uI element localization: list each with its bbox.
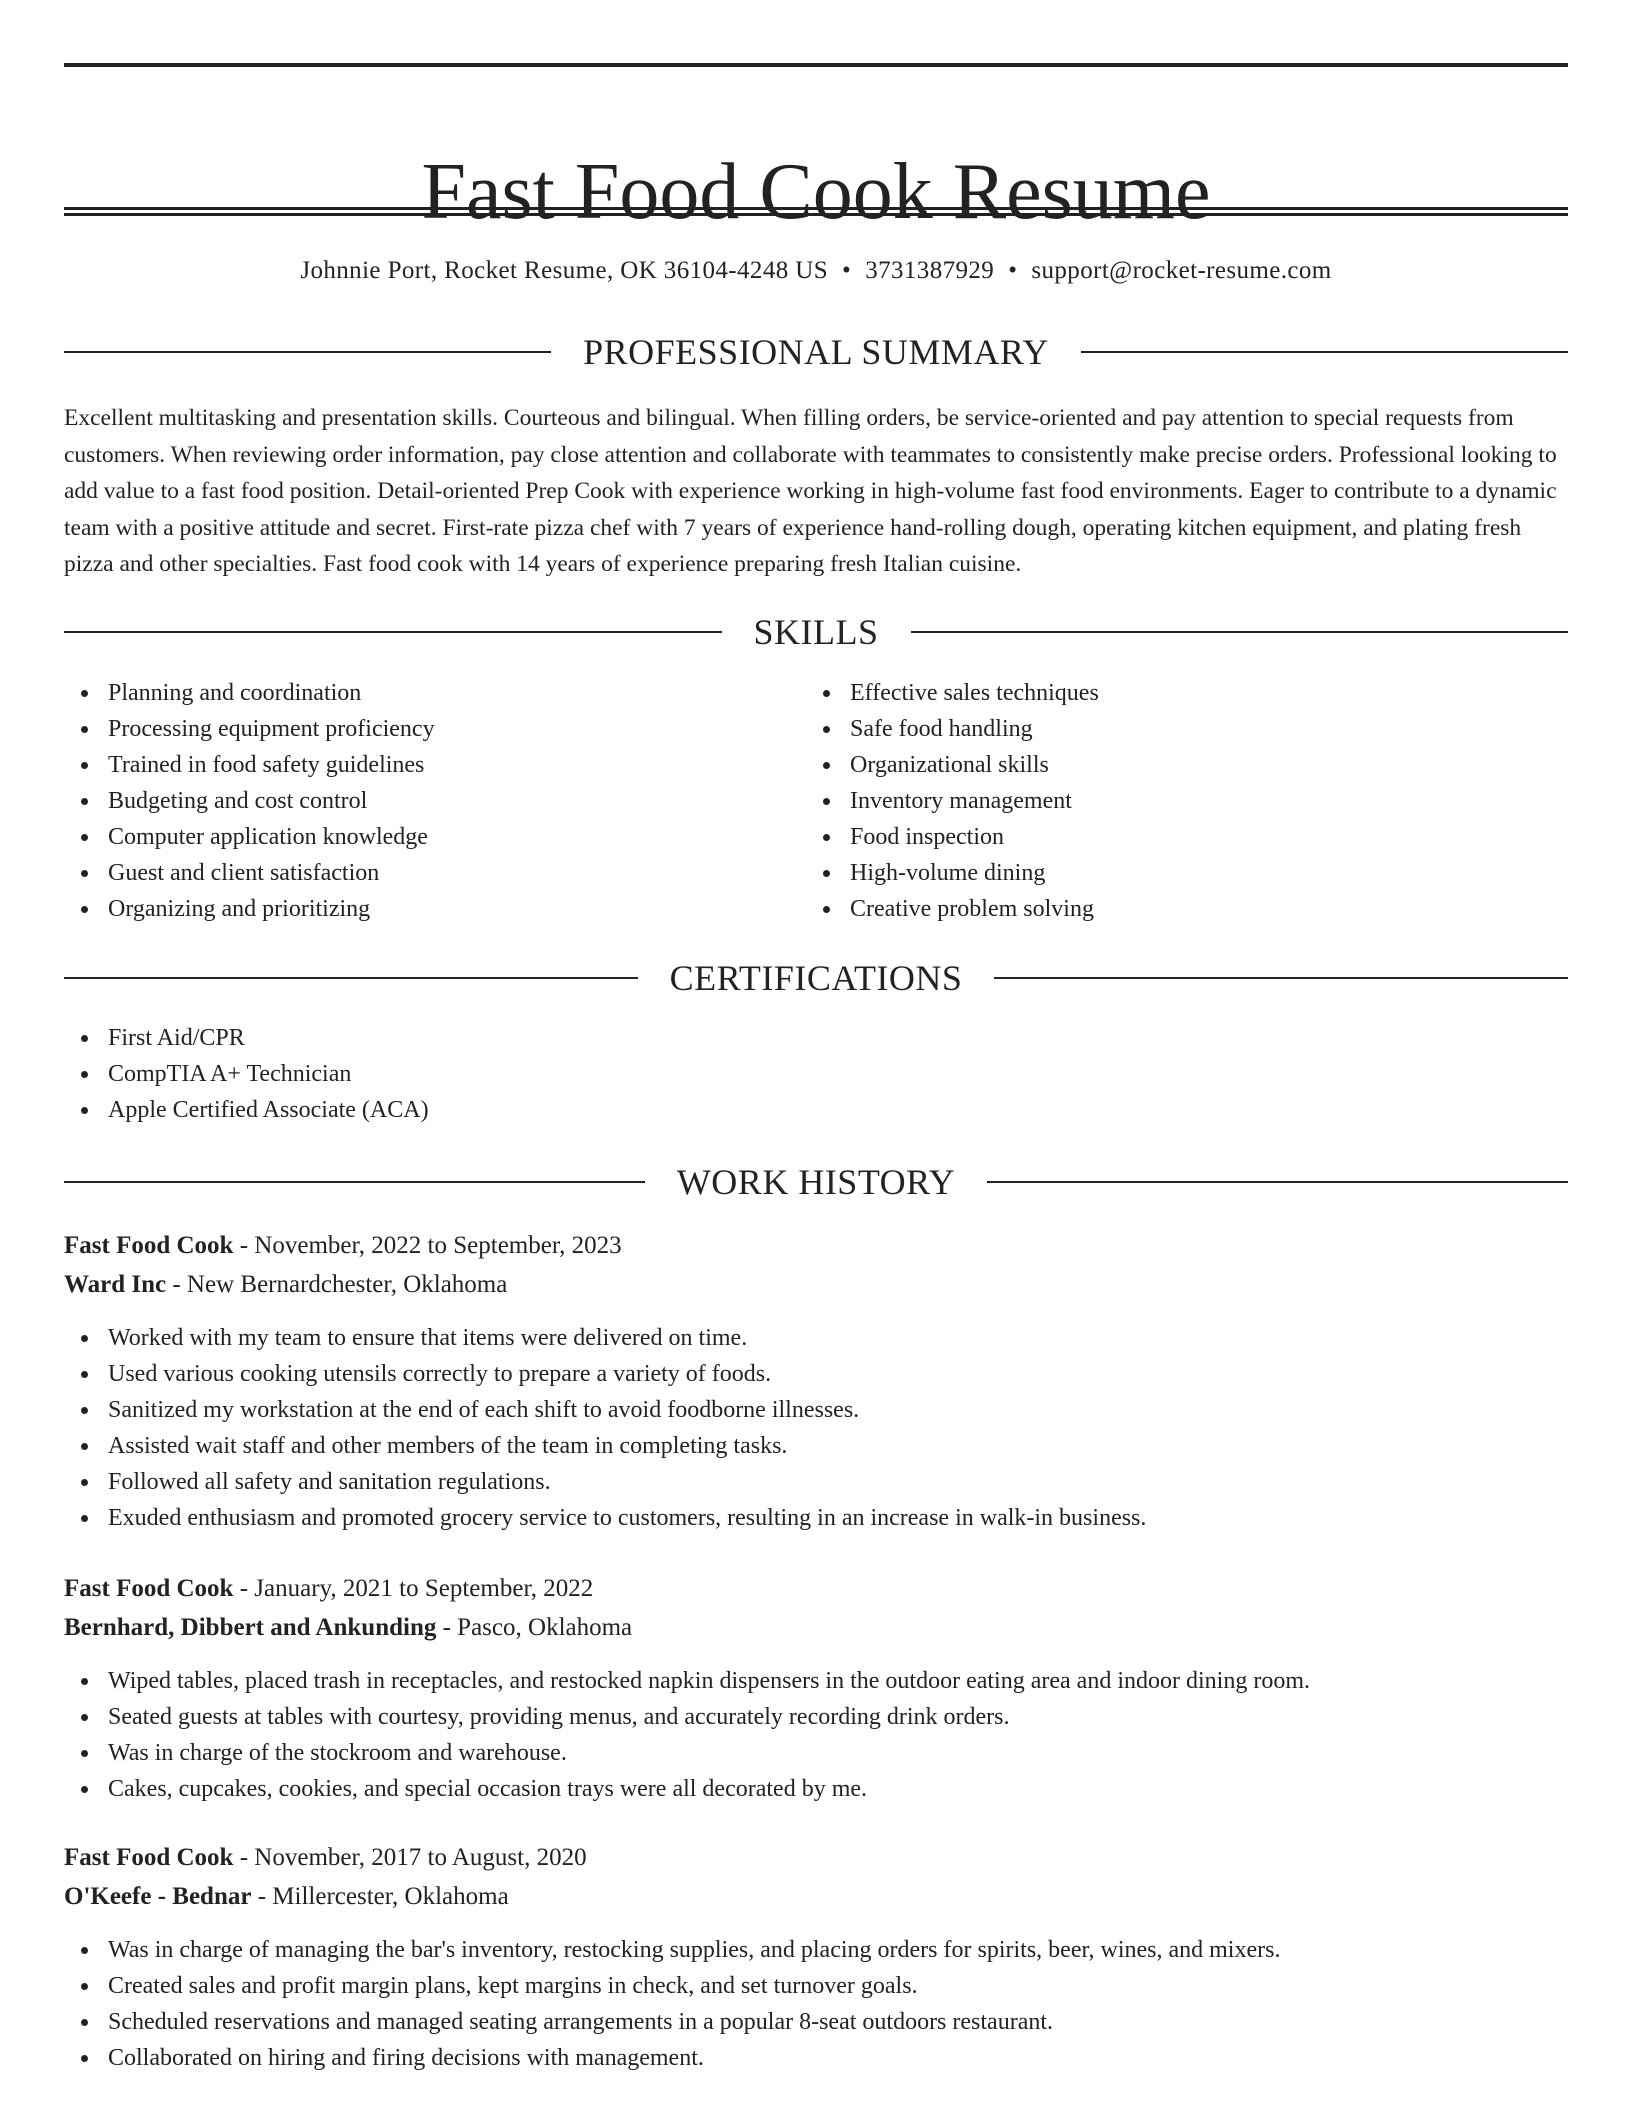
section-rule <box>987 1181 1568 1183</box>
job-bullet-item: Followed all safety and sanitation regulations. <box>64 1464 1568 1500</box>
job-dates: - November, 2017 to August, 2020 <box>233 1844 587 1871</box>
summary-text: Excellent multitasking and presentation skills. Courteous and bilingual. When filling orders, be service-oriented and pay attention to special requests from customers. When reviewing order information, pay close attention and collaborate with teammates to consistently make precise orders. Professional looking to add value to a fast food position. Detail-oriented Prep Cook with experience working in high-volume fast food environments. Eager to contribute to a dynamic team with a positive attitude and secret. First-rate pizza chef with 7 years of experience hand-rolling dough, operating kitchen equipment, and plating fresh pizza and other specialties. Fast food cook with 14 years of experience preparing fresh Italian cuisine. <box>64 405 1557 577</box>
section-rule <box>64 351 551 353</box>
summary-section-header <box>64 330 1568 374</box>
job-dates: - November, 2022 to September, 2023 <box>233 1232 622 1259</box>
job-company-line <box>64 1877 1568 1916</box>
contact-line <box>64 254 1568 288</box>
section-rule <box>64 1181 645 1183</box>
job-bullet-item: Scheduled reservations and managed seating arrangements in a popular 8-seat outdoors restaurant. <box>64 2004 1568 2040</box>
job-bullet-item: Exuded enthusiasm and promoted grocery service to customers, resulting in an increase in walk-in business. <box>64 1500 1568 1536</box>
skills-list-left <box>64 675 804 927</box>
job-company-line <box>64 1265 1568 1304</box>
contact-separator: • <box>842 257 852 284</box>
job-bullets <box>64 1663 1568 1807</box>
job-entry <box>64 1838 1568 2076</box>
skill-item: Safe food handling <box>806 711 1546 747</box>
contact-separator: • <box>1008 257 1018 284</box>
job-title: Fast Food Cook <box>64 1232 234 1259</box>
section-rule <box>64 631 722 633</box>
job-bullet-item: Seated guests at tables with courtesy, providing menus, and accurately recording drink orders. <box>64 1699 1568 1735</box>
skill-item: Processing equipment proficiency <box>64 711 804 747</box>
skills-list-right <box>806 675 1546 927</box>
certification-item: CompTIA A+ Technician <box>64 1056 1568 1092</box>
job-company: O'Keefe - Bednar <box>64 1883 252 1910</box>
skill-item: Organizing and prioritizing <box>64 891 804 927</box>
skill-item: Planning and coordination <box>64 675 804 711</box>
work-history-section-header <box>64 1160 1568 1204</box>
certifications-heading: CERTIFICATIONS <box>669 958 963 998</box>
title-double-rule <box>64 207 1568 216</box>
certification-item: First Aid/CPR <box>64 1020 1568 1056</box>
skills-heading: SKILLS <box>753 612 879 652</box>
job-bullets <box>64 1932 1568 2076</box>
job-title: Fast Food Cook <box>64 1844 234 1871</box>
top-rule <box>64 63 1568 67</box>
skills-section-header <box>64 610 1568 654</box>
skill-item: High-volume dining <box>806 855 1546 891</box>
section-rule <box>64 977 638 979</box>
skill-item: Budgeting and cost control <box>64 783 804 819</box>
job-title-line <box>64 1838 1568 1877</box>
job-title-line <box>64 1569 1568 1608</box>
job-location: - Pasco, Oklahoma <box>436 1614 633 1641</box>
job-dates: - January, 2021 to September, 2022 <box>233 1575 594 1602</box>
work-history-heading: WORK HISTORY <box>676 1162 956 1202</box>
job-bullet-item: Created sales and profit margin plans, kept margins in check, and set turnover goals. <box>64 1968 1568 2004</box>
job-company-line <box>64 1608 1568 1647</box>
resume-title: Fast Food Cook Resume <box>421 147 1211 236</box>
job-location: - New Bernardchester, Oklahoma <box>166 1271 508 1298</box>
job-title-line <box>64 1226 1568 1265</box>
skill-item: Inventory management <box>806 783 1546 819</box>
section-rule <box>911 631 1569 633</box>
job-entry <box>64 1569 1568 1807</box>
section-rule <box>994 977 1568 979</box>
skill-item: Creative problem solving <box>806 891 1546 927</box>
section-rule <box>1081 351 1568 353</box>
skill-item: Guest and client satisfaction <box>64 855 804 891</box>
job-title: Fast Food Cook <box>64 1575 234 1602</box>
job-bullet-item: Cakes, cupcakes, cookies, and special occasion trays were all decorated by me. <box>64 1771 1568 1807</box>
skill-item: Effective sales techniques <box>806 675 1546 711</box>
contact-email: support@rocket-resume.com <box>1031 257 1332 284</box>
job-bullet-item: Worked with my team to ensure that items were delivered on time. <box>64 1320 1568 1356</box>
job-bullet-item: Sanitized my workstation at the end of each shift to avoid foodborne illnesses. <box>64 1392 1568 1428</box>
skill-item: Food inspection <box>806 819 1546 855</box>
job-company: Ward Inc <box>64 1271 167 1298</box>
job-bullet-item: Was in charge of managing the bar's inventory, restocking supplies, and placing orders for spirits, beer, wines, and mixers. <box>64 1932 1568 1968</box>
certifications-list <box>64 1020 1568 1128</box>
summary-heading: PROFESSIONAL SUMMARY <box>583 332 1049 372</box>
job-bullet-item: Wiped tables, placed trash in receptacles, and restocked napkin dispensers in the outdoor eating area and indoor dining room. <box>64 1663 1568 1699</box>
job-location: - Millercester, Oklahoma <box>251 1883 509 1910</box>
contact-phone: 3731387929 <box>865 257 995 284</box>
skill-item: Trained in food safety guidelines <box>64 747 804 783</box>
job-company: Bernhard, Dibbert and Ankunding <box>64 1614 437 1641</box>
job-entry <box>64 1226 1568 1536</box>
job-bullets <box>64 1320 1568 1536</box>
skill-item: Computer application knowledge <box>64 819 804 855</box>
certifications-section-header <box>64 956 1568 1000</box>
job-bullet-item: Collaborated on hiring and firing decisions with management. <box>64 2040 1568 2076</box>
job-bullet-item: Assisted wait staff and other members of the team in completing tasks. <box>64 1428 1568 1464</box>
skill-item: Organizational skills <box>806 747 1546 783</box>
job-bullet-item: Used various cooking utensils correctly to prepare a variety of foods. <box>64 1356 1568 1392</box>
contact-address: Johnnie Port, Rocket Resume, OK 36104-4248 US <box>300 257 829 284</box>
certification-item: Apple Certified Associate (ACA) <box>64 1092 1568 1128</box>
job-bullet-item: Was in charge of the stockroom and warehouse. <box>64 1735 1568 1771</box>
